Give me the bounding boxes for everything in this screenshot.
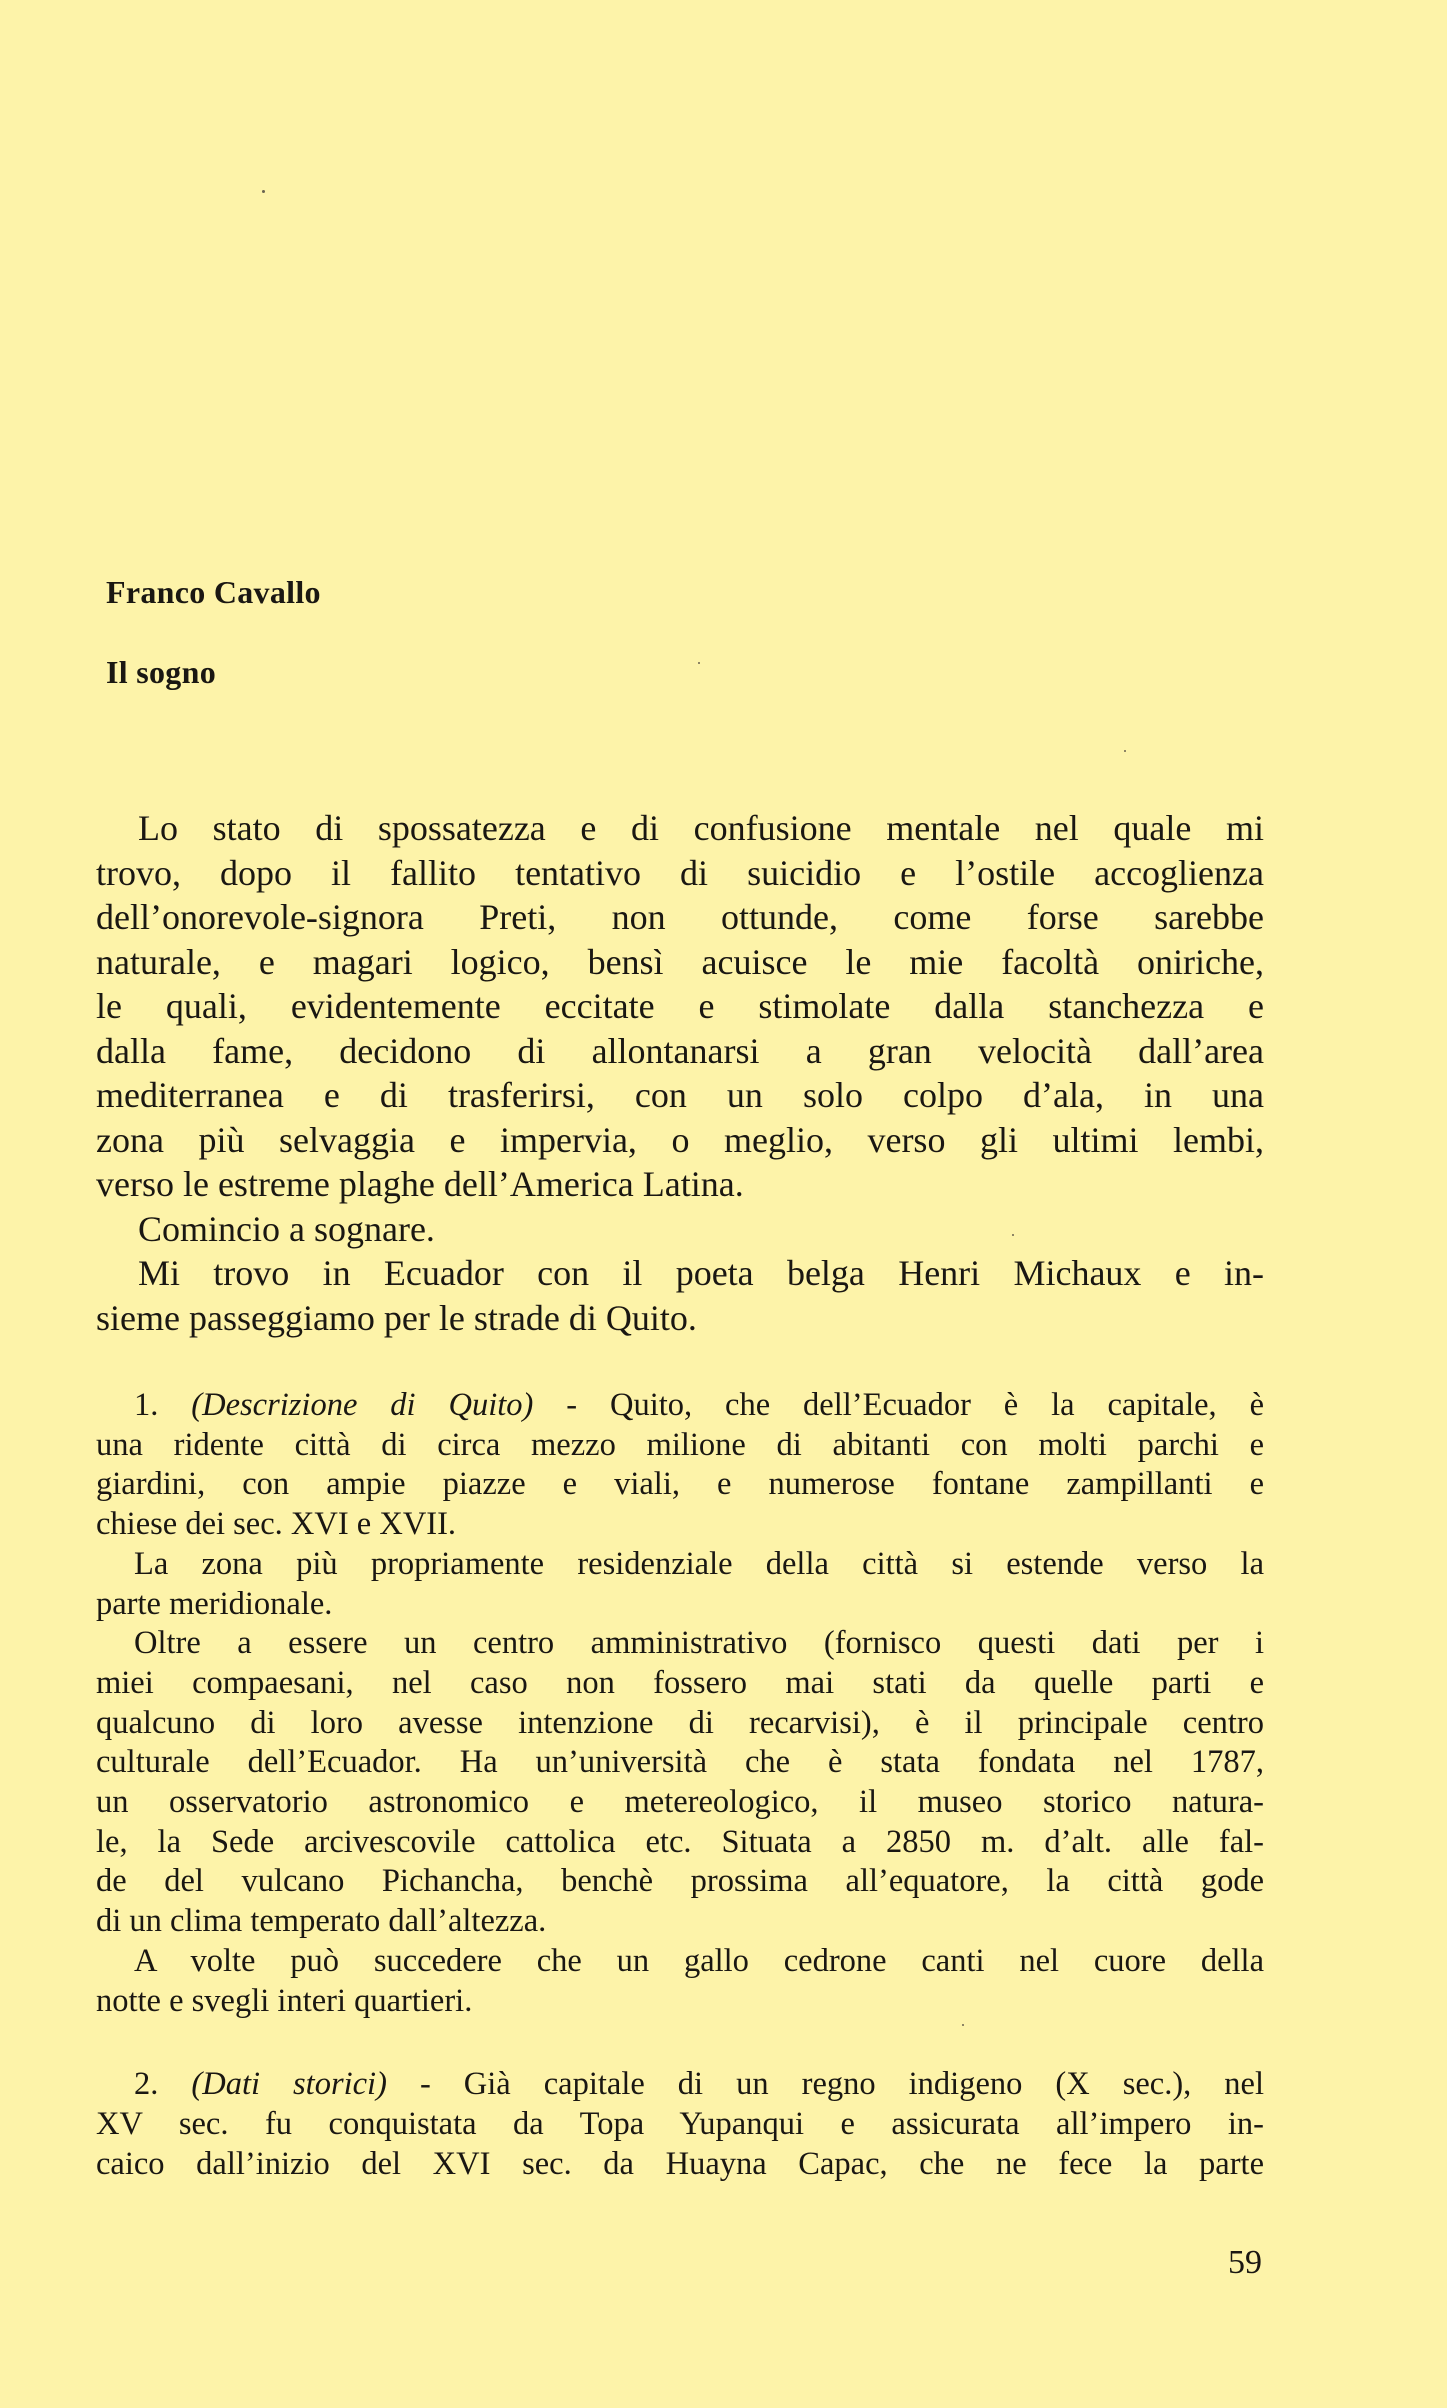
page-number: 59	[1228, 2244, 1262, 2281]
text-line: notte e svegli interi quartieri.	[96, 1982, 473, 2019]
text-line: XV sec. fu conquistata da Topa Yupanqui e assicurata all’impero in-	[96, 2106, 1264, 2142]
section-1	[96, 1386, 1264, 2021]
text-line: Lo stato di spossatezza e di confusione mentale nel quale mi	[138, 808, 1264, 848]
section-text: - Quito, che dell’Ecuador è la capitale, è	[533, 1387, 1265, 1423]
section-heading: (Dati storici)	[191, 2066, 387, 2102]
text-line: le quali, evidentemente eccitate e stimolate dalla stanchezza e	[96, 986, 1264, 1026]
text-line: parte meridionale.	[96, 1585, 333, 1622]
chapter-title: Il sogno	[106, 654, 216, 690]
section-number: 1.	[134, 1387, 159, 1423]
paper-speck	[962, 2024, 964, 2026]
section-1-first-line	[96, 1386, 1264, 1426]
section-2	[96, 2064, 1264, 2184]
paper-speck	[1124, 750, 1126, 752]
author-name: Franco Cavallo	[106, 574, 321, 610]
text-line: chiese dei sec. XVI e XVII.	[96, 1506, 457, 1543]
text-line: dalla fame, decidono di allontanarsi a gran velocità dall’area	[96, 1030, 1264, 1071]
text-line: un osservatorio astronomico e metereologico, il museo storico natura-	[96, 1784, 1264, 1821]
text-line: Mi trovo in Ecuador con il poeta belga Henri Michaux e in-	[138, 1253, 1264, 1293]
text-line: dell’onorevole-signora Preti, non ottunde, come forse sarebbe	[96, 897, 1264, 937]
text-line: trovo, dopo il fallito tentativo di suicidio e l’ostile accoglienza	[96, 852, 1264, 893]
section-number: 2.	[134, 2066, 159, 2102]
text-line: culturale dell’Ecuador. Ha un’università che è stata fondata nel 1787,	[96, 1744, 1264, 1781]
text-line: verso le estreme plaghe dell’America Latina.	[96, 1164, 744, 1204]
section-text: - Già capitale di un regno indigeno (X sec.), nel	[386, 2066, 1265, 2102]
text-line: Oltre a essere un centro amministrativo (fornisco questi dati per i	[134, 1625, 1264, 1662]
text-line: A volte può succedere che un gallo cedrone canti nel cuore della	[134, 1942, 1264, 1979]
text-line: miei compaesani, nel caso non fossero mai stati da quelle parti e	[96, 1664, 1264, 1701]
text-line: mediterranea e di trasferirsi, con un solo colpo d’ala, in una	[96, 1075, 1264, 1115]
text-line: naturale, e magari logico, bensì acuisce le mie facoltà oniriche,	[96, 941, 1264, 982]
text-line: La zona più propriamente residenziale della città si estende verso la	[134, 1545, 1264, 1582]
text-line: caico dall’inizio del XVI sec. da Huayna Capac, che ne fece la parte	[96, 2146, 1264, 2182]
text-line: zona più selvaggia e impervia, o meglio, verso gli ultimi lembi,	[96, 1119, 1264, 1160]
text-line: sieme passeggiamo per le strade di Quito.	[96, 1297, 697, 1338]
paper-speck	[698, 662, 700, 664]
text-line: de del vulcano Pichancha, benchè prossima all’equatore, la città gode	[96, 1863, 1264, 1900]
intro-text	[96, 806, 1264, 1340]
text-line: Comincio a sognare.	[138, 1208, 435, 1249]
text-line: di un clima temperato dall’altezza.	[96, 1903, 547, 1940]
text-line: qualcuno di loro avesse intenzione di recarvisi), è il principale centro	[96, 1704, 1264, 1741]
section-heading: (Descrizione di Quito)	[191, 1387, 534, 1423]
text-line: giardini, con ampie piazze e viali, e numerose fontane zampillanti e	[96, 1466, 1264, 1503]
section-2-first-line	[96, 2064, 1264, 2104]
text-line: le, la Sede arcivescovile cattolica etc. Situata a 2850 m. d’alt. alle fal-	[96, 1823, 1264, 1860]
text-line: una ridente città di circa mezzo milione di abitanti con molti parchi e	[96, 1426, 1264, 1463]
paper-speck	[262, 190, 265, 193]
